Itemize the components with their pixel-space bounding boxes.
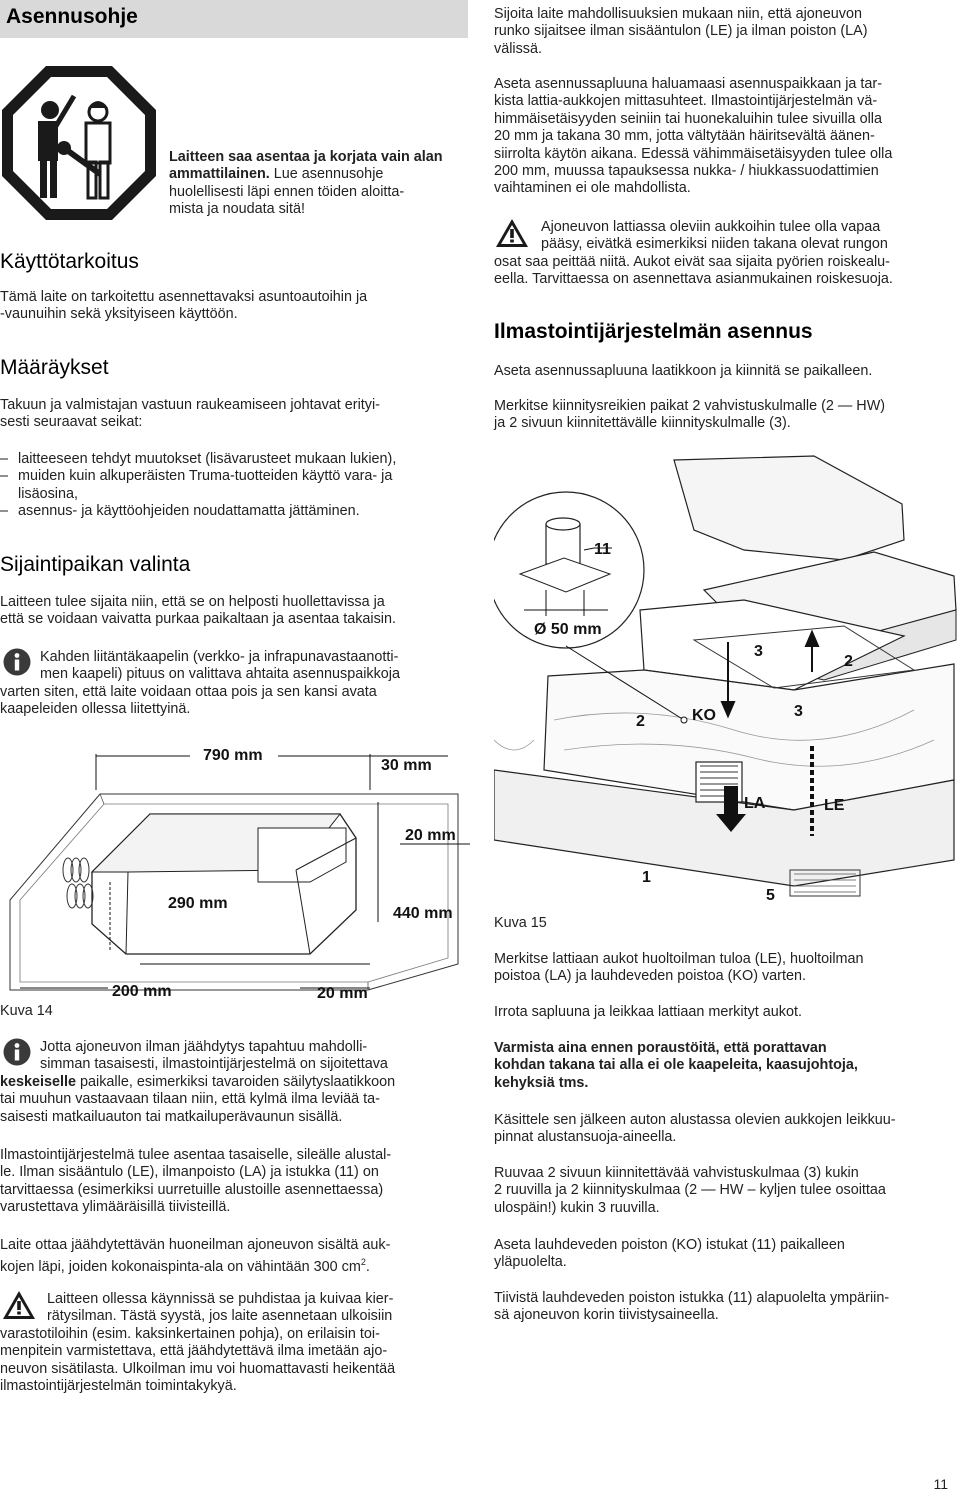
para-line: 200 mm, muussa tapauksessa nukka- / hiukkassuodattimien — [494, 163, 879, 180]
list-item-text: lisäosina, — [18, 485, 78, 502]
warning-line: Laitteen ollessa käynnissä se puhdistaa ja kuivaa kier- — [47, 1291, 394, 1307]
info-line: Jotta ajoneuvon ilman jäähdytys tapahtuu mahdolli- — [40, 1039, 368, 1055]
label-11: 11 — [594, 541, 611, 558]
warning-line: pääsy, eivätkä esimerkiksi niiden takana olevat rungon — [541, 236, 888, 253]
figure-15-diagram — [494, 440, 960, 910]
para-line: Käsittele sen jälkeen auton alustassa olevien aukkojen leikkuu- — [494, 1112, 896, 1128]
warning-line: menpitein varmistettava, että jäähdytettävä ilma imetään ajo- — [0, 1343, 388, 1360]
para-line: poistoa (LA) ja lauhdeveden poistoa (KO) varten. — [494, 968, 806, 985]
cooling-info — [0, 1039, 470, 1126]
para-line: le. Ilman sisääntulo (LE), ilmanpoisto (LA) ja istukka (11) on — [0, 1164, 379, 1181]
dim-290: 290 mm — [168, 895, 228, 912]
para-line: vaihtaminen ei ole mahdollista. — [494, 180, 691, 197]
right-para1 — [494, 6, 960, 58]
info-line: tai muuhun vastaavaan tilaan niin, että kylmä ilma leviää ta- — [0, 1091, 380, 1108]
right-warning — [494, 219, 960, 289]
para-line: tarvittaessa (esimerkiksi uurretuille alustoille asennettaessa) — [0, 1181, 384, 1198]
dim-30: 30 mm — [381, 757, 432, 774]
para-line: Varmista aina ennen poraustöitä, että porattavan — [494, 1040, 827, 1056]
para-line: välissä. — [494, 40, 542, 57]
label-diameter: Ø 50 mm — [534, 621, 602, 638]
label-2-left: 2 — [636, 713, 645, 730]
warning-line: rätysilman. Tästä syystä, jos laite asennetaan ulkoisiin — [47, 1308, 393, 1325]
info-line: varten siten, että laite voidaan ottaa pois ja sen kansi avata — [0, 683, 377, 700]
list-item-text: muiden kuin alkuperäisten Truma-tuotteiden käyttö vara- ja — [18, 468, 393, 485]
para-line: sä ajoneuvon korin tiivistysaineella. — [494, 1307, 719, 1324]
install-para2 — [494, 398, 885, 433]
para-line: varustettava ylimääräisillä tiivisteillä. — [0, 1199, 231, 1216]
info-bold: keskeiselle — [0, 1073, 77, 1090]
dim-440: 440 mm — [393, 905, 453, 922]
safety-notice — [169, 149, 469, 219]
label-le: LE — [824, 797, 845, 814]
figure-14-caption: Kuva 14 — [0, 1003, 53, 1019]
list-item-text: laitteeseen tehdyt muutokset (lisävarusteet mukaan lukien), — [18, 451, 397, 467]
para-line: pinnat alustansuoja-aineella. — [494, 1129, 677, 1146]
figure-15-caption: Kuva 15 — [494, 915, 547, 931]
install-para1: Aseta asennussapluuna laatikkoon ja kiinnitä se paikalleen. — [494, 363, 873, 379]
right2-para7 — [494, 1290, 960, 1325]
safety-line2: huolellisesti läpi ennen töiden aloitta- — [169, 183, 405, 200]
label-2-right: 2 — [844, 653, 853, 670]
para-line: Merkitse kiinnitysreikien paikat 2 vahvistuskulmalle (2 — HW) — [494, 398, 886, 414]
label-la: LA — [744, 795, 766, 812]
cooling-para2 — [0, 1237, 390, 1277]
para-line: ja 2 sivuun kiinnitettävälle kiinnityskulmalle (3). — [494, 415, 791, 432]
warning-line: ilmastointijärjestelmän toimintakykyä. — [0, 1378, 237, 1395]
label-1: 1 — [642, 869, 651, 886]
safety-line3: mista ja noudata sitä! — [169, 201, 305, 218]
para-line: yläpuolelta. — [494, 1254, 567, 1271]
safety-bold: Laitteen saa asentaa ja korjata vain alan ammattilainen. — [169, 149, 443, 183]
list-item-text: asennus- ja käyttöohjeiden noudattamatta jättäminen. — [18, 503, 360, 520]
purpose-line: Tämä laite on tarkoitettu asennettavaksi asuntoautoihin ja — [0, 289, 368, 305]
right2-para6 — [494, 1237, 960, 1272]
dim-200: 200 mm — [112, 983, 172, 1000]
dim-20-front: 20 mm — [317, 985, 368, 1002]
para-line: 2 ruuvilla ja 2 kiinnityskulmaa (2 — HW – kyljen tulee osoittaa — [494, 1182, 886, 1199]
para-line: Aseta asennussapluuna haluamaasi asennuspaikkaan ja tar- — [494, 76, 883, 92]
para-line: kista lattia-aukkojen mittasuhteet. Ilmastointijärjestelmän vä- — [494, 93, 878, 110]
para-line: ulospäin!) kukin 3 ruuvilla. — [494, 1199, 660, 1216]
para-line: Ilmastointijärjestelmä tulee asentaa tasaiselle, sileälle alustal- — [0, 1147, 392, 1163]
warning-line: osat saa peittää niitä. Aukot eivät saa sijaita pyörien roiskealu- — [494, 253, 890, 270]
info-text: paikalle, esimerkiksi tavaroiden säilytyslaatikkoon — [76, 1073, 396, 1090]
warning-line: neuvon sisätilasta. Ulkoilman imu voi huomattavasti heikentää — [0, 1360, 396, 1377]
para-text: . — [365, 1259, 370, 1276]
location-heading: Sijaintipaikan valinta — [0, 553, 191, 576]
install-heading: Ilmastointijärjestelmän asennus — [494, 320, 813, 343]
safety-line1: Lue asennusohje — [273, 166, 384, 183]
para-line: Aseta lauhdeveden poiston (KO) istukat (11) paikalleen — [494, 1237, 845, 1253]
para-text: kojen läpi, joiden kokonaispinta-ala on vähintään 300 cm — [0, 1259, 361, 1276]
para-line: Tiivistä lauhdeveden poiston istukka (11) alapuolelta ympäriin- — [494, 1290, 890, 1306]
info-line: saisesti matkailuauton tai matkailuperävaunun sisällä. — [0, 1108, 343, 1125]
right2-bold-warning — [494, 1040, 960, 1092]
para-line: himmäisetäisyyden seiniin tai huonekaluihin tulee sivuilla olla — [494, 110, 882, 127]
label-5: 5 — [766, 887, 775, 904]
para-line: Merkitse lattiaan aukot huoltoilman tuloa (LE), huoltoilman — [494, 951, 864, 967]
para-line: kohdan takana tai alla ei ole kaapeleita, kaasujohtoja, — [494, 1057, 858, 1074]
purpose-text — [0, 289, 367, 324]
label-3-top: 3 — [754, 643, 763, 660]
info-line: simman tasaisesti, ilmastointijärjestelmä on sijoitettava — [40, 1056, 388, 1073]
right2-para1 — [494, 951, 960, 986]
figure-14-diagram — [0, 742, 472, 1022]
location-line: Laitteen tulee sijaita niin, että se on helposti huollettavissa ja — [0, 594, 385, 610]
location-line: että se voidaan vaivatta purkaa paikaltaan ja asentaa takaisin. — [0, 611, 397, 628]
cooling-para1 — [0, 1147, 391, 1217]
right-para2 — [494, 76, 960, 198]
list-item: – muiden kuin alkuperäisten Truma-tuotteiden käyttö vara- ja — [0, 468, 393, 485]
regulations-line: sesti seuraavat seikat: — [0, 414, 143, 431]
warning-line: eella. Tarvittaessa on asennettava asianmukainen roiskesuoja. — [494, 271, 893, 288]
para-line: Laite ottaa jäähdytettävän huoneilman ajoneuvon sisältä auk- — [0, 1237, 391, 1253]
regulations-line: Takuun ja valmistajan vastuun raukeamiseen johtavat erityi- — [0, 397, 380, 413]
info-line — [0, 1074, 470, 1091]
regulations-text — [0, 397, 380, 432]
location-text — [0, 594, 396, 629]
qualified-installer-icon — [0, 64, 158, 222]
right2-para5 — [494, 1165, 960, 1217]
para-line: kehyksiä tms. — [494, 1074, 589, 1091]
page-header-bar — [0, 0, 468, 38]
para-line: siirrolta käytön aikana. Edessä vähimmäisetäisyyden tulee olla — [494, 145, 893, 162]
label-ko: KO — [692, 707, 716, 724]
warning-line: Ajoneuvon lattiassa oleviin aukkoihin tulee olla vapaa — [541, 219, 881, 235]
superscript: 2 — [360, 1257, 366, 1268]
list-item: – laitteeseen tehdyt muutokset (lisävarusteet mukaan lukien), — [0, 451, 397, 467]
purpose-line: -vaunuihin sekä yksityiseen käyttöön. — [0, 306, 238, 323]
para-line: Ruuvaa 2 sivuun kiinnitettävää vahvistuskulmaa (3) kukin — [494, 1165, 859, 1181]
cooling-warning — [0, 1291, 470, 1395]
regulations-list — [0, 451, 470, 521]
dim-790: 790 mm — [203, 747, 263, 764]
info-line: kaapeleiden ollessa liitettyinä. — [0, 701, 191, 718]
para-line: runko sijaitsee ilman sisääntulon (LE) ja ilman poiston (LA) — [494, 23, 868, 40]
warning-line: varastotiloihin (esim. kaksinkertainen pohja), on erilaisin toi- — [0, 1325, 380, 1342]
info-line: Kahden liitäntäkaapelin (verkko- ja infrapunavastaanotti- — [40, 649, 399, 665]
right2-para4 — [494, 1112, 960, 1147]
info-line: men kaapeli) pituus on valittava ahtaita asennuspaikkoja — [40, 666, 400, 683]
para-line — [0, 1254, 390, 1276]
label-3-bottom: 3 — [794, 703, 803, 720]
page-title: Asennusohje — [6, 5, 138, 28]
para-line: 20 mm ja takana 30 mm, jotta vältytään häiritsevältä äänen- — [494, 128, 875, 145]
purpose-heading: Käyttötarkoitus — [0, 250, 139, 273]
list-item: – asennus- ja käyttöohjeiden noudattamatta jättäminen. — [0, 503, 360, 520]
location-info — [0, 649, 470, 719]
right2-para2: Irrota sapluuna ja leikkaa lattiaan merkityt aukot. — [494, 1004, 802, 1020]
dim-20-side: 20 mm — [405, 827, 456, 844]
para-line: Sijoita laite mahdollisuuksien mukaan niin, että ajoneuvon — [494, 6, 862, 22]
list-item — [0, 486, 470, 503]
regulations-heading: Määräykset — [0, 356, 109, 379]
page-number: 11 — [933, 1476, 948, 1492]
